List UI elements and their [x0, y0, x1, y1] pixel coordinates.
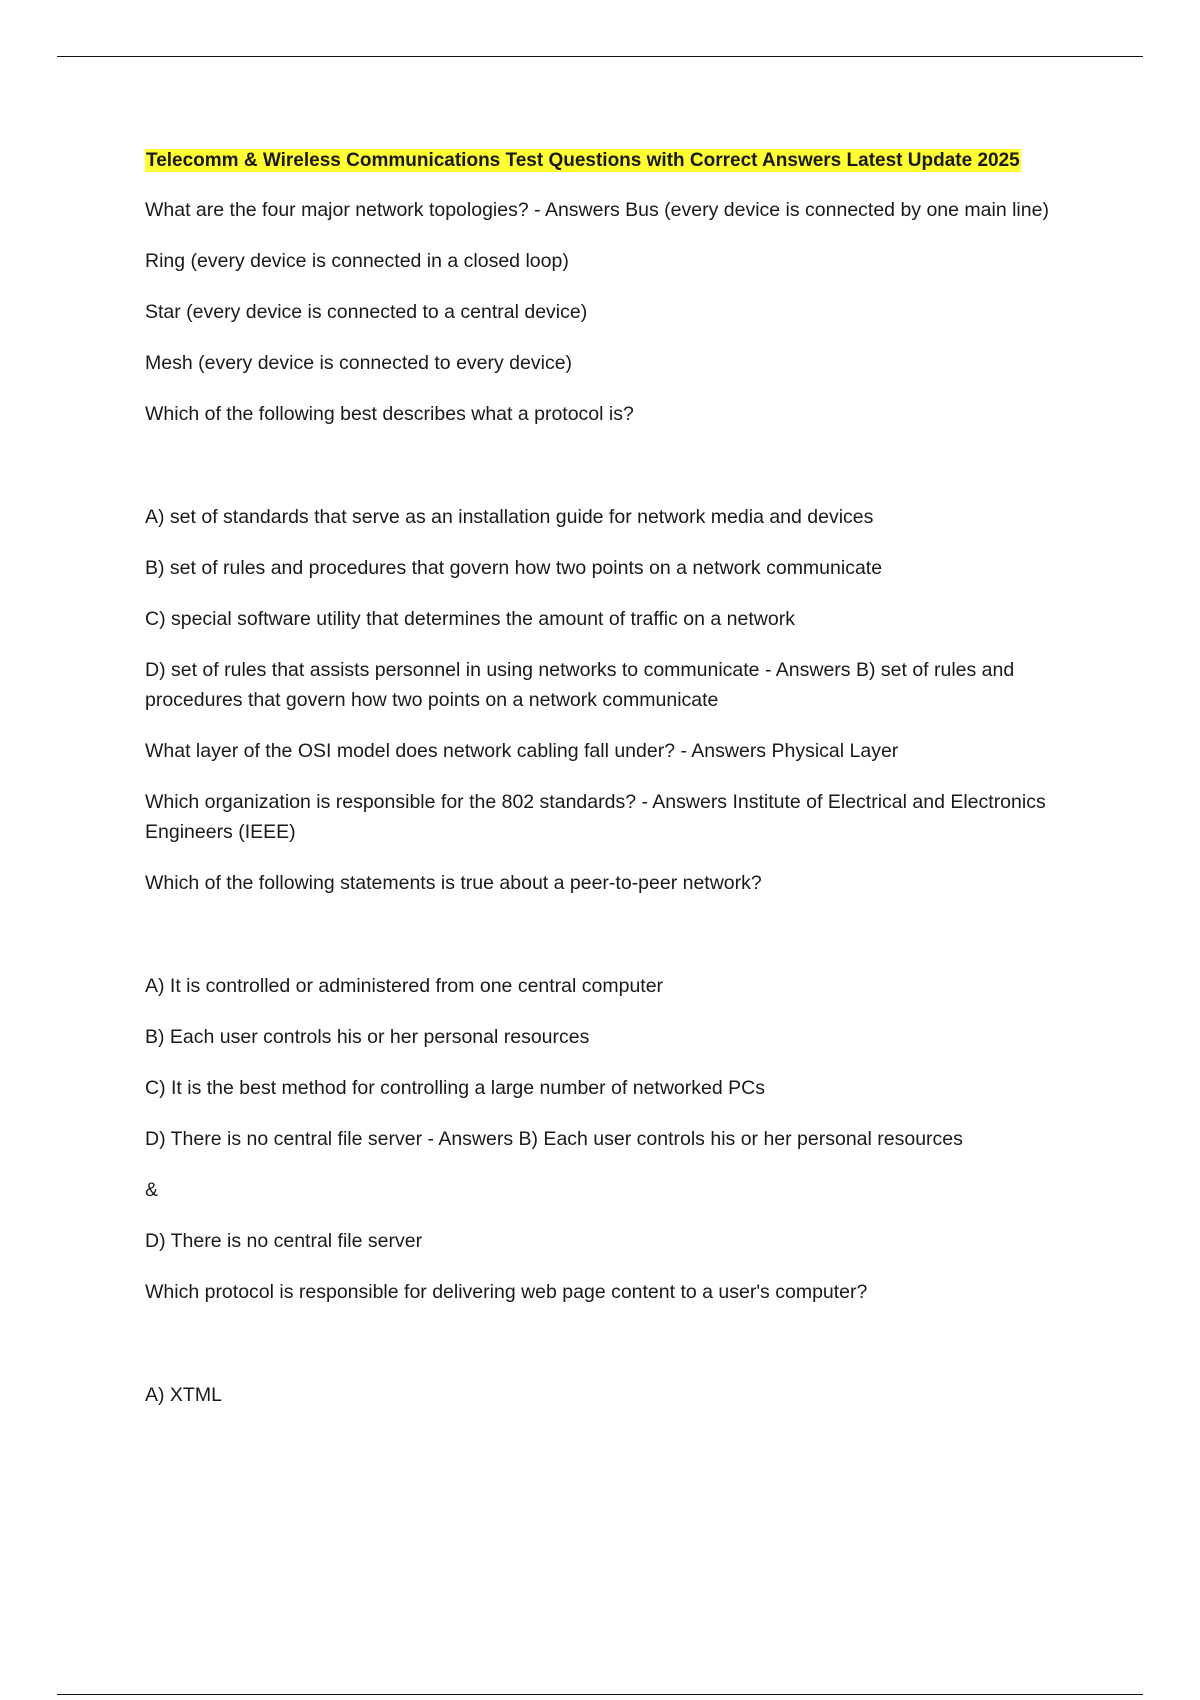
option-d-protocol-answer: D) set of rules that assists personnel in using networks to communicate - Answers B) set of rules and procedures that govern how two points on a network communicate [145, 659, 1015, 711]
question-osi-cabling: What layer of the OSI model does network cabling fall under? - Answers Physical Layer [145, 740, 899, 762]
answer-d-p2p: D) There is no central file server [145, 1230, 423, 1252]
document-title-text: Telecomm & Wireless Communications Test Questions with Correct Answers Latest Update 2025 [146, 150, 1020, 171]
option-d-p2p-answer: D) There is no central file server - Answers B) Each user controls his or her personal resources [145, 1128, 963, 1150]
question-protocol: Which of the following best describes what a protocol is? [145, 403, 634, 425]
option-a-web: A) XTML [145, 1384, 222, 1406]
spacer [145, 1328, 1095, 1380]
answer-mesh: Mesh (every device is connected to every device) [145, 352, 573, 374]
option-a-p2p: A) It is controlled or administered from one central computer [145, 975, 664, 997]
option-b-protocol: B) set of rules and procedures that govern how two points on a network communicate [145, 557, 883, 579]
question-peer-to-peer: Which of the following statements is true about a peer-to-peer network? [145, 872, 762, 894]
document-body [145, 146, 1095, 1431]
header-rule [57, 56, 1143, 57]
option-b-p2p: B) Each user controls his or her personal resources [145, 1026, 590, 1048]
question-802-standards: Which organization is responsible for the 802 standards? - Answers Institute of Electrical and Electronics Engineers (IEEE) [145, 791, 1046, 843]
document-title [145, 146, 1095, 176]
footer-rule [57, 1694, 1143, 1695]
question-web-protocol: Which protocol is responsible for delivering web page content to a user's computer? [145, 1281, 868, 1303]
option-c-p2p: C) It is the best method for controlling a large number of networked PCs [145, 1077, 765, 1099]
spacer [145, 450, 1095, 502]
question-topologies: What are the four major network topologies? - Answers Bus (every device is connected by one main line) [145, 199, 1049, 221]
option-a-protocol: A) set of standards that serve as an installation guide for network media and devices [145, 506, 874, 528]
spacer [145, 919, 1095, 971]
ampersand-line: & [145, 1179, 159, 1201]
answer-ring: Ring (every device is connected in a closed loop) [145, 250, 569, 272]
answer-star: Star (every device is connected to a central device) [145, 301, 588, 323]
option-c-protocol: C) special software utility that determines the amount of traffic on a network [145, 608, 795, 630]
